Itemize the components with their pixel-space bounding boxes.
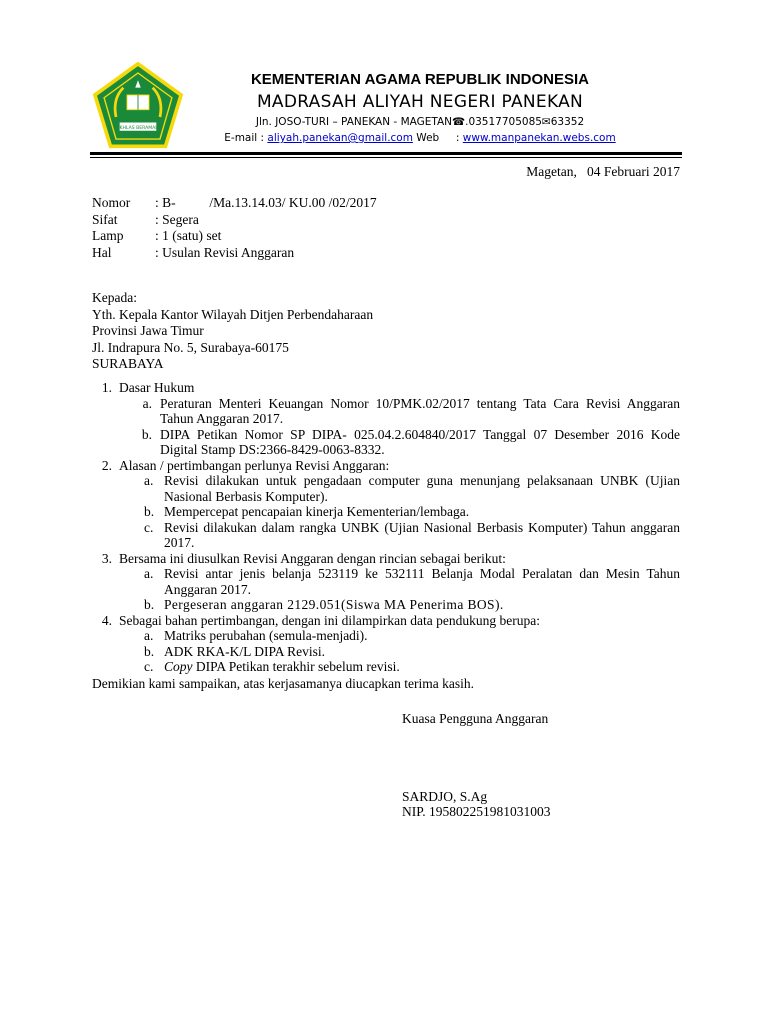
web-link[interactable]: www.manpanekan.webs.com [462, 132, 616, 144]
recipient-line: SURABAYA [92, 356, 164, 371]
point-number: 1. [101, 380, 112, 395]
meta-key: Lamp [92, 228, 124, 243]
recipient-block [92, 290, 373, 373]
point-title: Dasar Hukum [119, 380, 195, 395]
sub-text: Pergeseran anggaran 2129.051(Siswa MA Penerima BOS). [164, 597, 504, 612]
logo-caption: IKHLAS BERAMAL [118, 125, 158, 131]
sub-letter: c. [144, 659, 154, 674]
letterhead [195, 70, 645, 146]
sub-item [92, 473, 680, 504]
letter-meta [92, 195, 377, 261]
signatory-title: Kuasa Pengguna Anggaran [402, 711, 549, 726]
sub-letter: a. [142, 395, 152, 411]
sub-letter: a. [144, 628, 154, 643]
header-divider-thick [90, 152, 682, 155]
sub-letter: b. [144, 643, 155, 659]
kementerian-agama-emblem-icon [92, 62, 184, 150]
sub-letter: a. [144, 566, 154, 581]
letter-body [92, 380, 680, 691]
meta-key: Hal [92, 244, 112, 260]
point [92, 380, 680, 396]
sub-letter: a. [144, 473, 154, 488]
sub-item [92, 644, 680, 660]
sub-letter: b. [144, 504, 155, 519]
point-title: Alasan / pertimbangan perlunya Revisi Anggaran: [119, 457, 390, 473]
sub-text: Revisi dilakukan untuk pengadaan computer guna menunjang pelaksanaan UNBK (Ujian Nasional Berbasis Komputer). [164, 473, 680, 504]
school-name: MADRASAH ALIYAH NEGERI PANEKAN [256, 92, 584, 112]
meta-value: : Usulan Revisi Anggaran [155, 244, 295, 260]
meta-value: : 1 (satu) set [155, 228, 222, 243]
copy-rest: DIPA Petikan terakhir sebelum revisi. [192, 659, 400, 674]
sub-item [92, 597, 680, 613]
email-link[interactable]: aliyah.panekan@gmail.com [267, 132, 413, 144]
point-title: Sebagai bahan pertimbangan, dengan ini dilampirkan data pendukung berupa: [119, 612, 540, 628]
sub-item [92, 520, 680, 551]
email-label: E-mail : [224, 132, 268, 144]
sub-item [92, 504, 680, 520]
sub-item [92, 659, 680, 675]
recipient-line: Jl. Indrapura No. 5, Surabaya-60175 [92, 339, 289, 355]
signatory-nip: NIP. 195802251981031003 [402, 804, 551, 819]
header-divider-thin [90, 157, 682, 158]
sub-item [92, 396, 680, 427]
sub-letter: b. [144, 597, 155, 612]
point [92, 458, 680, 474]
closing-sentence: Demikian kami sampaikan, atas kerjasamanya diucapkan terima kasih. [92, 675, 474, 691]
web-label: Web : [412, 132, 463, 144]
sub-text [164, 659, 680, 675]
sub-text: Mempercepat pencapaian kinerja Kementerian/lembaga. [164, 504, 470, 519]
signatory-name: SARDJO, S.Ag [402, 788, 488, 804]
school-contact [195, 130, 645, 146]
point-title: Bersama ini diusulkan Revisi Anggaran dengan rincian sebagai berikut: [119, 550, 506, 566]
sub-letter: b. [141, 426, 152, 442]
signature-block [402, 711, 551, 820]
recipient-line: Provinsi Jawa Timur [92, 323, 204, 338]
letter-date: Magetan, 04 Februari 2017 [526, 164, 680, 179]
sub-text: Matriks perubahan (semula-menjadi). [164, 628, 368, 643]
meta-value: : Segera [155, 211, 199, 227]
sub-item [92, 628, 680, 644]
sub-text: Peraturan Menteri Keuangan Nomor 10/PMK.02/2017 tentang Tata Cara Revisi Anggaran Tahun Anggaran 2017. [160, 395, 680, 426]
recipient-line: Kepada: [92, 290, 137, 305]
meta-row [92, 195, 377, 212]
sub-text: DIPA Petikan Nomor SP DIPA- 025.04.2.604840/2017 Tanggal 07 Desember 2016 Kode Digital Stamp DS:2366-8429-0063-8332. [160, 426, 680, 457]
meta-row [92, 212, 377, 229]
point [92, 613, 680, 629]
point-number: 3. [101, 550, 112, 566]
point [92, 551, 680, 567]
copy-italic: Copy [164, 659, 193, 674]
meta-value: : B- /Ma.13.14.03/ KU.00 /02/2017 [155, 195, 377, 210]
point-number: 4. [101, 612, 112, 628]
meta-key: Nomor [92, 195, 131, 210]
meta-key: Sifat [92, 211, 118, 227]
ministry-name: KEMENTERIAN AGAMA REPUBLIK INDONESIA [250, 71, 590, 88]
sub-text: Revisi antar jenis belanja 523119 ke 532111 Belanja Modal Peralatan dan Mesin Tahun Anggaran 2017. [164, 566, 680, 597]
sub-text: Revisi dilakukan dalam rangka UNBK (Ujian Nasional Berbasis Komputer) Tahun anggaran 2017. [164, 519, 680, 550]
point-number: 2. [101, 457, 112, 473]
meta-row [92, 228, 377, 245]
signature-space [402, 727, 551, 789]
recipient-line: Yth. Kepala Kantor Wilayah Ditjen Perbendaharaan [92, 306, 374, 322]
sub-letter: c. [144, 519, 154, 535]
sub-text: ADK RKA-K/L DIPA Revisi. [164, 643, 326, 659]
meta-row [92, 245, 377, 262]
sub-item [92, 427, 680, 458]
sub-item [92, 566, 680, 597]
school-address: Jln. JOSO-TURI – PANEKAN - MAGETAN☎.03517705085✉63352 [255, 116, 585, 128]
